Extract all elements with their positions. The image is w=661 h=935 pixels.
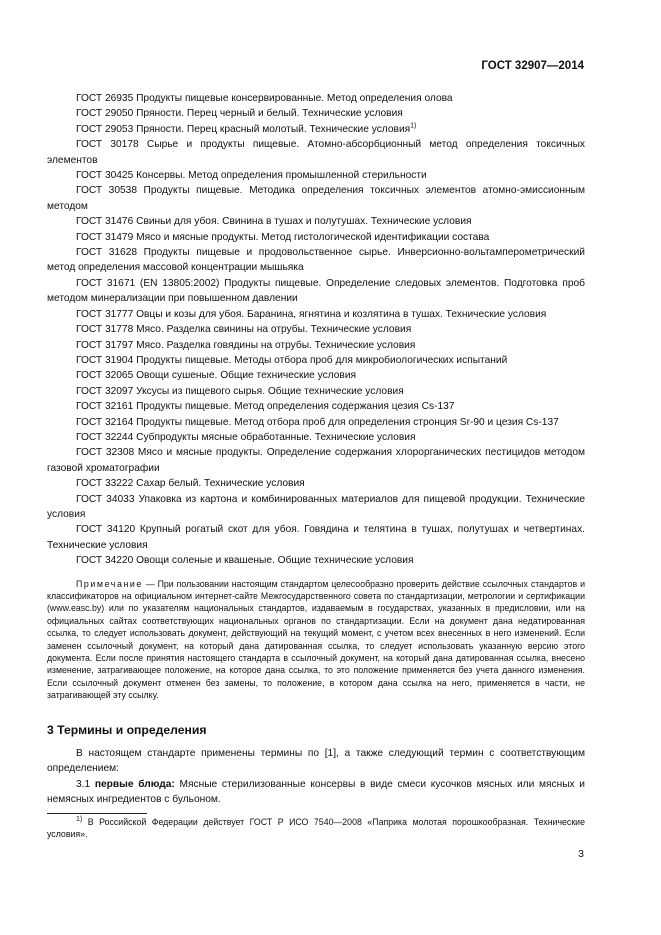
reference-item: ГОСТ 31778 Мясо. Разделка свинины на отрубы. Технические условия	[76, 324, 412, 336]
document-header: ГОСТ 32907—2014	[481, 60, 584, 72]
term-name: первые блюда:	[94, 778, 175, 790]
note-label: Примечание	[76, 578, 143, 589]
term-text: Мясные стерилизованные консервы в виде смеси кусочков мясных или мясных и немясных ингредиентов с бульоном.	[47, 778, 585, 806]
section-intro: В настоящем стандарте применены термины по [1], а также следующий термин с соответствующим определением:	[47, 748, 585, 775]
footnote-marker: 1)	[410, 122, 417, 130]
page-content	[47, 91, 585, 808]
footnote-text: В Российской Федерации действует ГОСТ Р ИСО 7540—2008 «Паприка молотая порошкообразная. Технические условия».	[47, 817, 585, 839]
term-number: 3.1	[76, 778, 95, 790]
note-paragraph	[47, 578, 585, 702]
reference-item: ГОСТ 30425 Консервы. Метод определения промышленной стерильности	[76, 170, 427, 182]
reference-item: ГОСТ 34120 Крупный рогатый скот для убоя. Говядина и телятина в тушах, полутушах и четвертинах. Технические условия	[47, 524, 585, 551]
reference-item: ГОСТ 31671 (EN 13805:2002) Продукты пищевые. Определение следовых элементов. Подготовка проб методом минерализации при повышенном давлении	[47, 277, 585, 305]
footnote	[47, 816, 585, 840]
reference-item: ГОСТ 32164 Продукты пищевые. Метод отбора проб для определения стронция Sr-90 и цезия Cs-137	[76, 416, 559, 428]
reference-item: ГОСТ 32161 Продукты пищевые. Метод определения содержания цезия Cs-137	[76, 401, 455, 413]
footnote-marker: 1)	[76, 816, 83, 824]
reference-item: ГОСТ 31476 Свиньи для убоя. Свинина в тушах и полутушах. Технические условия	[76, 216, 472, 228]
note-text: — При пользовании настоящим стандартом целесообразно проверить действие ссылочных стандартов и классификаторов на официальном интернет-сайте Межгосударственного совета по стандартизации, метрологии и сертификации (www.easc.by) или по указателям национальных стандартов, издаваемым в государствах, указанных в предисловии, или на официальных сайтах соответствующих национальных органов по стандартизации. Если на документ дана недатированная ссылка, то следует использовать документ, действующий на текущий момент, с учетом всех внесенных в него изменений. Если заменен ссылочный документ, на который дана датированная ссылка, то следует использовать указанную версию этого документа. Если после принятия настоящего стандарта в ссылочный документ, на который дана датированная ссылка, внесено изменение, затрагивающее положение, на которое дана ссылка, то это положение применяется без учета данного изменения. Если ссылочный документ отменен без замены, то положение, в котором дана ссылка на него, применяется в части, не затрагивающей эту ссылку.	[47, 578, 585, 701]
reference-item: ГОСТ 34220 Овощи соленые и квашеные. Общие технические условия	[76, 555, 414, 567]
page-number: 3	[578, 848, 584, 860]
reference-item: ГОСТ 31904 Продукты пищевые. Методы отбора проб для микробиологических испытаний	[76, 354, 508, 366]
reference-item: ГОСТ 31797 Мясо. Разделка говядины на отрубы. Технические условия	[76, 339, 416, 351]
reference-item: ГОСТ 31777 Овцы и козы для убоя. Баранина, ягнятина и козлятина в тушах. Технические условия	[76, 308, 547, 320]
reference-item: ГОСТ 33222 Сахар белый. Технические условия	[76, 478, 305, 490]
section-title: 3 Термины и определения	[47, 722, 207, 737]
reference-item: ГОСТ 31628 Продукты пищевые и продовольственное сырье. Инверсионно-вольтамперометрический метод определения массовой концентрации мышьяка	[47, 247, 585, 274]
reference-item: ГОСТ 30178 Сырье и продукты пищевые. Атомно-абсорбционный метод определения токсичных элементов	[47, 139, 585, 166]
reference-item: ГОСТ 30538 Продукты пищевые. Методика определения токсичных элементов атомно-эмиссионным методом	[47, 185, 585, 212]
footnote-divider	[47, 813, 147, 814]
reference-item: ГОСТ 31479 Мясо и мясные продукты. Метод гистологической идентификации состава	[76, 231, 490, 243]
reference-item: ГОСТ 26935 Продукты пищевые консервированные. Метод определения олова	[76, 93, 453, 104]
reference-item: ГОСТ 34033 Упаковка из картона и комбинированных материалов для пищевой продукции. Технические условия	[47, 493, 585, 520]
reference-item: ГОСТ 32244 Субпродукты мясные обработанные. Технические условия	[76, 431, 416, 443]
references-list	[47, 91, 585, 569]
term-definition	[47, 777, 585, 808]
reference-item: ГОСТ 32308 Мясо и мясные продукты. Определение содержания хлорорганических пестицидов методом газовой хроматографии	[47, 447, 585, 474]
reference-item: ГОСТ 32065 Овощи сушеные. Общие технические условия	[76, 370, 357, 382]
reference-item: ГОСТ 29053 Пряности. Перец красный молотый. Технические условия$^{1)}$	[76, 122, 417, 135]
reference-item: ГОСТ 29050 Пряности. Перец черный и белый. Технические условия	[76, 108, 403, 120]
reference-item: ГОСТ 32097 Уксусы из пищевого сырья. Общие технические условия	[76, 385, 404, 397]
